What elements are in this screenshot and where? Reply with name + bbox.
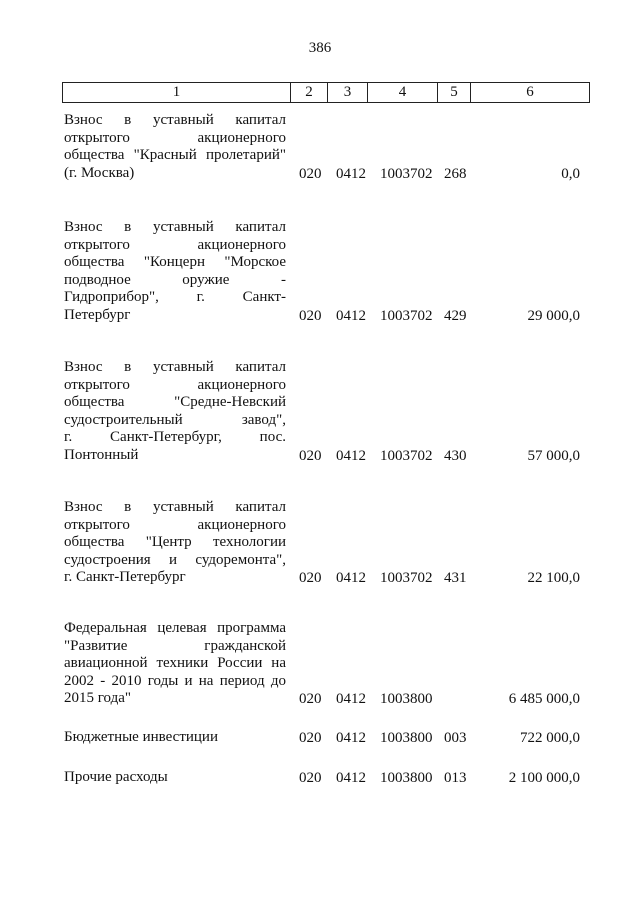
column-header-3: 3 bbox=[328, 83, 368, 103]
amount: 6 485 000,0 bbox=[508, 690, 580, 707]
section-code: 0412 bbox=[336, 690, 366, 707]
section-code: 0412 bbox=[336, 729, 366, 746]
column-header-table bbox=[62, 82, 590, 103]
description-line: Взнос в уставный капитал bbox=[64, 499, 286, 515]
row-description bbox=[64, 219, 286, 324]
section-code: 0412 bbox=[336, 569, 366, 586]
target-code: 1003702 bbox=[380, 165, 433, 182]
row-description bbox=[64, 499, 286, 587]
description-line: 2015 года" bbox=[64, 690, 132, 706]
table-row bbox=[64, 729, 584, 747]
description-line: открытого акционерного bbox=[64, 376, 286, 393]
amount: 2 100 000,0 bbox=[508, 769, 580, 786]
table-row bbox=[64, 112, 584, 183]
column-header-6: 6 bbox=[471, 83, 590, 103]
description-line: Взнос в уставный капитал bbox=[64, 359, 286, 375]
row-description bbox=[64, 112, 286, 182]
row-description bbox=[64, 769, 286, 787]
description-line: Гидроприбор", г. Санкт- bbox=[64, 289, 286, 305]
description-line: Понтонный bbox=[64, 446, 139, 463]
row-description bbox=[64, 729, 286, 747]
amount: 57 000,0 bbox=[527, 447, 580, 464]
description-line: открытого акционерного bbox=[64, 129, 286, 146]
target-code: 1003702 bbox=[380, 307, 433, 324]
column-header-4: 4 bbox=[368, 83, 438, 103]
expense-code: 430 bbox=[444, 447, 467, 464]
ministry-code: 020 bbox=[299, 569, 322, 586]
column-header-2: 2 bbox=[291, 83, 328, 103]
expense-code: 431 bbox=[444, 569, 467, 586]
description-line: авиационной техники России на bbox=[64, 655, 286, 671]
amount: 0,0 bbox=[561, 165, 580, 182]
description-line: судостроения и судоремонта", bbox=[64, 551, 286, 568]
expense-code: 003 bbox=[444, 729, 467, 746]
table-row bbox=[64, 620, 584, 708]
description-line: Бюджетные инвестиции bbox=[64, 729, 218, 745]
amount: 29 000,0 bbox=[527, 307, 580, 324]
description-line: (г. Москва) bbox=[64, 164, 135, 181]
description-line: Взнос в уставный капитал bbox=[64, 112, 286, 128]
description-line: общества "Средне-Невский bbox=[64, 394, 286, 410]
description-line: Петербург bbox=[64, 306, 131, 323]
amount: 22 100,0 bbox=[527, 569, 580, 586]
ministry-code: 020 bbox=[299, 769, 322, 786]
column-header-1: 1 bbox=[63, 83, 291, 103]
expense-code: 013 bbox=[444, 769, 467, 786]
page-number: 386 bbox=[308, 40, 332, 56]
expense-code: 268 bbox=[444, 165, 467, 182]
ministry-code: 020 bbox=[299, 307, 322, 324]
description-line: г. Санкт-Петербург bbox=[64, 569, 186, 585]
column-header-row bbox=[63, 83, 590, 103]
section-code: 0412 bbox=[336, 307, 366, 324]
ministry-code: 020 bbox=[299, 165, 322, 182]
section-code: 0412 bbox=[336, 769, 366, 786]
description-line: общества "Центр технологии bbox=[64, 534, 286, 550]
ministry-code: 020 bbox=[299, 729, 322, 746]
ministry-code: 020 bbox=[299, 447, 322, 464]
description-line: Федеральная целевая программа bbox=[64, 620, 286, 636]
target-code: 1003800 bbox=[380, 729, 433, 746]
description-line: 2002 - 2010 годы и на период до bbox=[64, 672, 286, 689]
section-code: 0412 bbox=[336, 165, 366, 182]
column-header-5: 5 bbox=[438, 83, 471, 103]
target-code: 1003800 bbox=[380, 769, 433, 786]
description-line: г. Санкт-Петербург, пос. bbox=[64, 429, 286, 445]
description-line: открытого акционерного bbox=[64, 236, 286, 253]
ministry-code: 020 bbox=[299, 690, 322, 707]
expense-code: 429 bbox=[444, 307, 467, 324]
table-row bbox=[64, 769, 584, 787]
table-row bbox=[64, 359, 584, 465]
target-code: 1003800 bbox=[380, 690, 433, 707]
target-code: 1003702 bbox=[380, 569, 433, 586]
table-row bbox=[64, 219, 584, 325]
amount: 722 000,0 bbox=[520, 729, 580, 746]
description-line: Прочие расходы bbox=[64, 769, 168, 785]
section-code: 0412 bbox=[336, 447, 366, 464]
description-line: общества "Красный пролетарий" bbox=[64, 147, 286, 163]
description-line: подводное оружие - bbox=[64, 271, 286, 288]
description-line: открытого акционерного bbox=[64, 516, 286, 533]
description-line: "Развитие гражданской bbox=[64, 637, 286, 654]
row-description bbox=[64, 359, 286, 464]
table-row bbox=[64, 499, 584, 587]
row-description bbox=[64, 620, 286, 708]
description-line: Взнос в уставный капитал bbox=[64, 219, 286, 235]
description-line: судостроительный завод", bbox=[64, 411, 286, 428]
description-line: общества "Концерн "Морское bbox=[64, 254, 286, 270]
target-code: 1003702 bbox=[380, 447, 433, 464]
